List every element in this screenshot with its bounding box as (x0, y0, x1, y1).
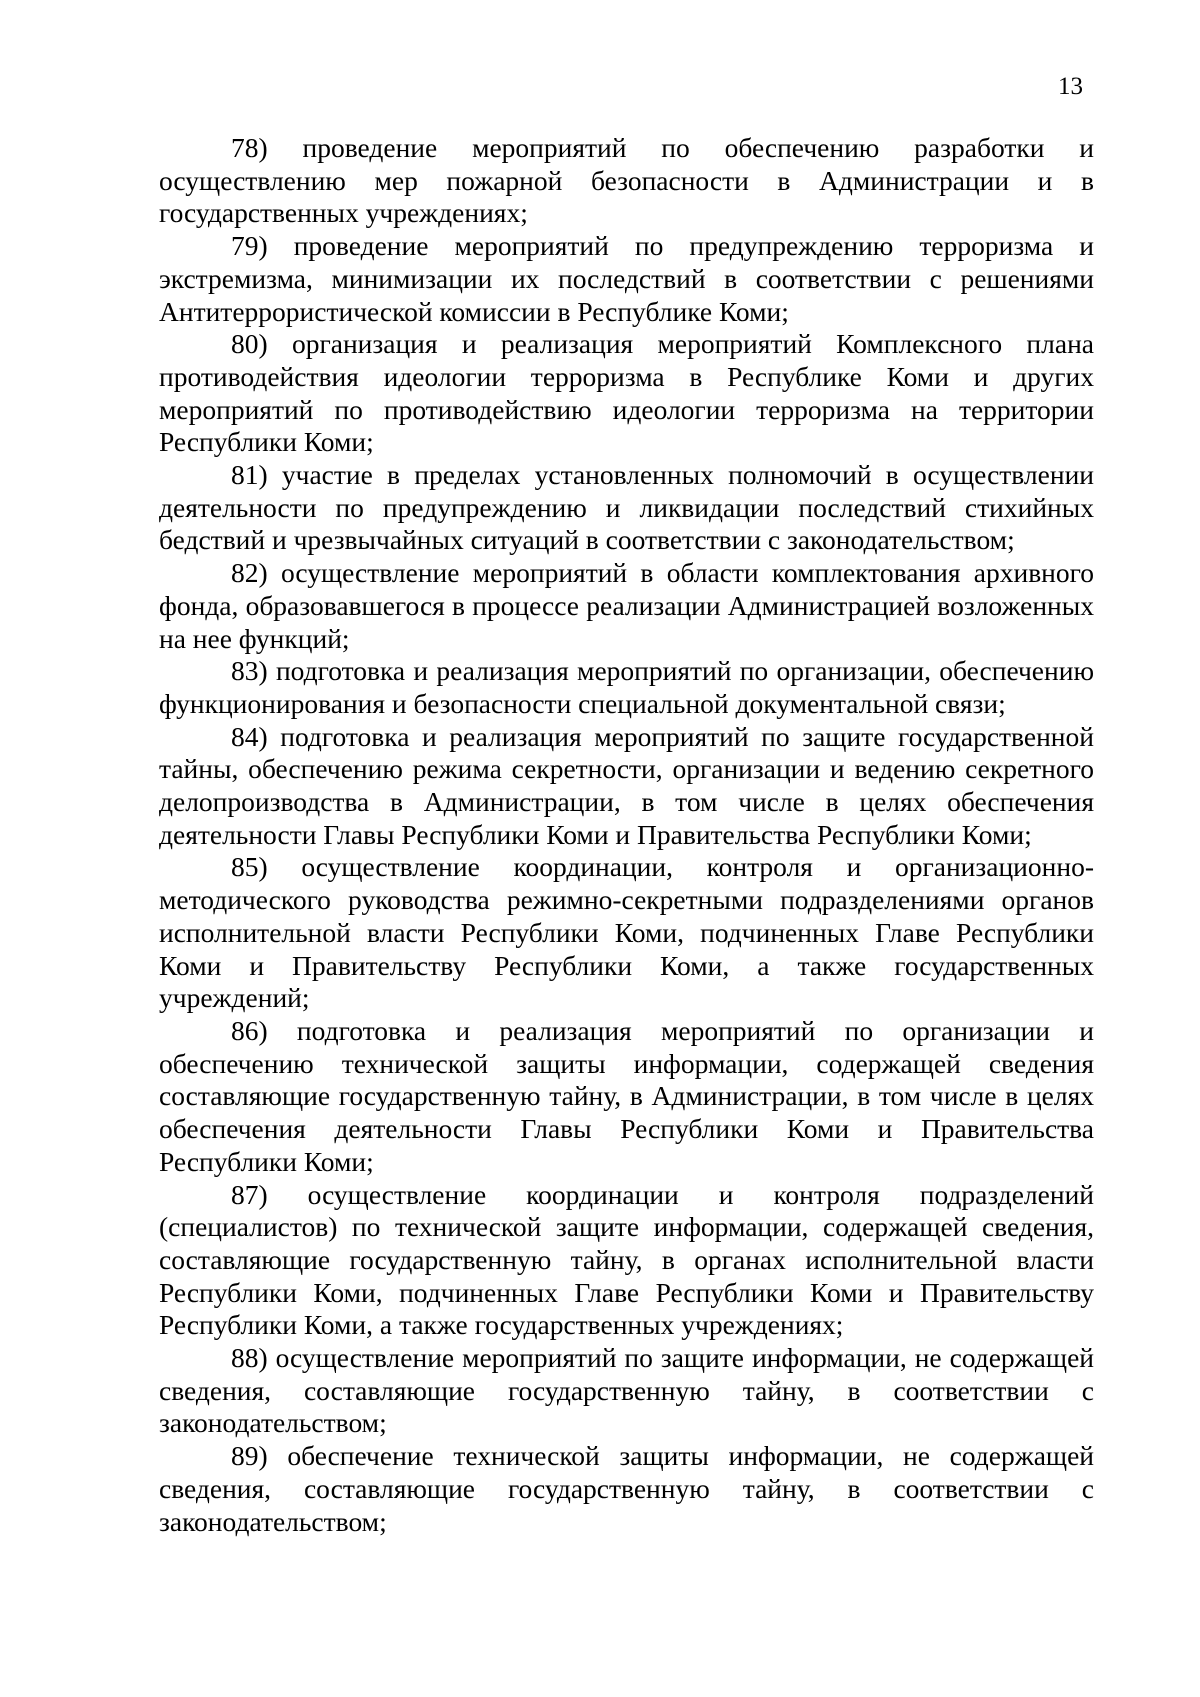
list-item-82: 82) осуществление мероприятий в области комплектования архивного фонда, образовавшегося в процессе реализации Администрацией возложенных на нее функций; (159, 557, 1094, 654)
list-item-86: 86) подготовка и реализация мероприятий по организации и обеспечению технической защиты информации, содержащей сведения составляющие государственную тайну, в Администрации, в том числе в целях обеспечения деятельности Главы Республики Коми и Правительства Республики Коми; (159, 1014, 1094, 1177)
list-item-85: 85) осуществление координации, контроля и организационно-методического руководства режимно-секретными подразделениями органов исполнительной власти Республики Коми, подчиненных Главе Республики Коми и Правительству Республики Коми, а также государственных учреждений; (159, 851, 1094, 1014)
list-item-79: 79) проведение мероприятий по предупреждению терроризма и экстремизма, минимизации их последствий в соответствии с решениями Антитеррористической комиссии в Республике Коми; (159, 230, 1094, 327)
page-number: 13 (1058, 73, 1083, 100)
list-item-88: 88) осуществление мероприятий по защите информации, не содержащей сведения, составляющие государственную тайну, в соответствии с законодательством; (159, 1342, 1094, 1439)
list-item-83: 83) подготовка и реализация мероприятий по организации, обеспечению функционирования и безопасности специальной документальной связи; (159, 655, 1094, 719)
list-item-81: 81) участие в пределах установленных полномочий в осуществлении деятельности по предупреждению и ликвидации последствий стихийных бедствий и чрезвычайных ситуаций в соответствии с законодательством; (159, 459, 1094, 556)
list-item-89: 89) обеспечение технической защиты информации, не содержащей сведения, составляющие государственную тайну, в соответствии с законодательством; (159, 1440, 1094, 1537)
list-item-87: 87) осуществление координации и контроля подразделений (специалистов) по технической защите информации, содержащей сведения, составляющие государственную тайну, в органах исполнительной власти Республики Коми, подчиненных Главе Республики Коми и Правительству Республики Коми, а также государственных учреждениях; (159, 1178, 1094, 1341)
list-item-80: 80) организация и реализация мероприятий Комплексного плана противодействия идеологии терроризма в Республике Коми и других мероприятий по противодействию идеологии терроризма на территории Республики Коми; (159, 328, 1094, 458)
list-item-84: 84) подготовка и реализация мероприятий по защите государственной тайны, обеспечению режима секретности, организации и ведению секретного делопроизводства в Администрации, в том числе в целях обеспечения деятельности Главы Республики Коми и Правительства Республики Коми; (159, 720, 1094, 850)
list-item-78: 78) проведение мероприятий по обеспечению разработки и осуществлению мер пожарной безопасности в Администрации и в государственных учреждениях; (159, 132, 1094, 229)
document-body (159, 132, 1094, 1538)
